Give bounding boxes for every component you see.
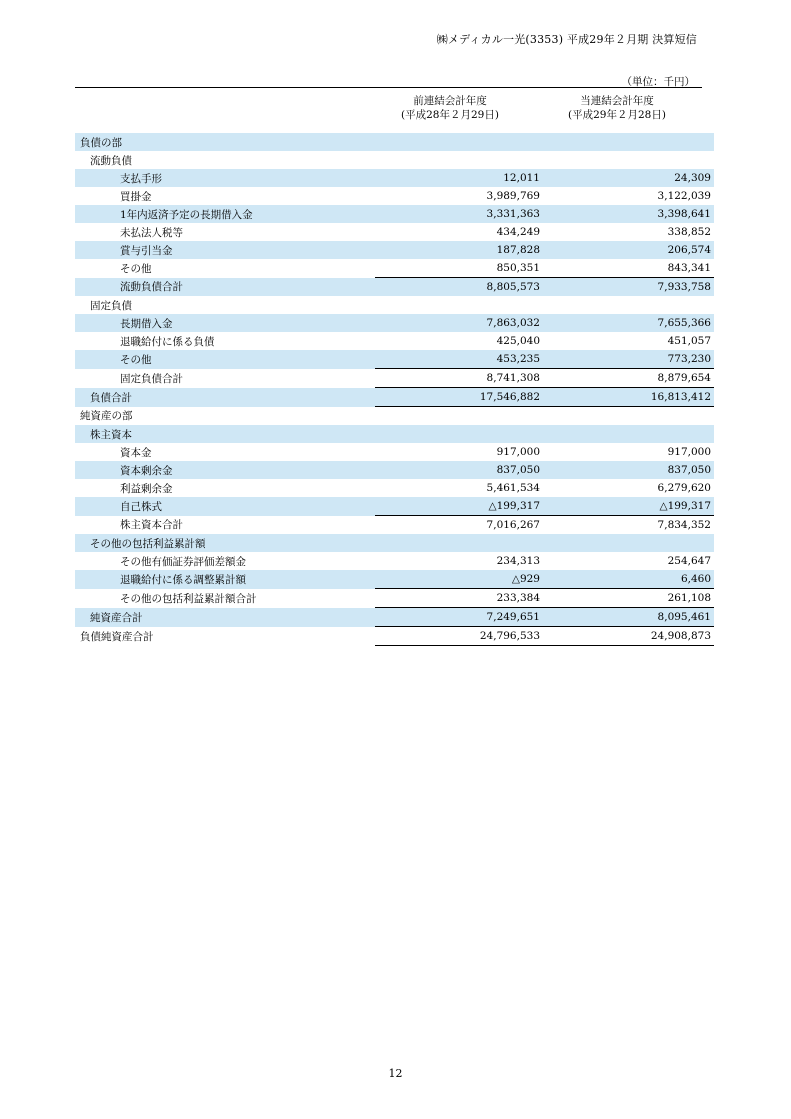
curr-value: 843,341 <box>667 262 711 274</box>
curr-value <box>544 425 714 443</box>
document-header: ㈱メディカル一光(3353) 平成29年２月期 決算短信 <box>436 33 697 46</box>
row-label: その他 <box>120 262 152 275</box>
prev-value: 17,546,882 <box>375 388 544 407</box>
table-row <box>75 479 714 497</box>
prev-value: 8,805,573 <box>375 278 544 297</box>
table-row <box>75 205 714 223</box>
row-label: 利益剰余金 <box>120 482 173 495</box>
curr-value: 254,647 <box>667 555 711 567</box>
curr-value <box>544 296 714 314</box>
prev-value <box>375 425 544 443</box>
table-row <box>75 425 714 443</box>
prev-value <box>375 133 544 151</box>
unit-label: （単位：千円） <box>621 76 695 88</box>
row-label: その他 <box>75 350 375 369</box>
row-label: その他の包括利益累計額 <box>75 534 375 552</box>
page-number: 12 <box>388 1067 403 1080</box>
prev-value: 7,863,032 <box>375 314 544 332</box>
prev-value: 24,796,533 <box>375 627 544 646</box>
curr-value <box>544 151 714 169</box>
row-label: 流動負債 <box>90 154 132 167</box>
curr-value: 773,230 <box>544 350 714 369</box>
row-label: 賞与引当金 <box>75 241 375 259</box>
curr-value: 16,813,412 <box>544 388 714 407</box>
table-row <box>75 278 714 297</box>
curr-value: 7,655,366 <box>544 314 714 332</box>
curr-value <box>544 407 714 426</box>
row-label: 純資産合計 <box>75 608 375 627</box>
curr-value: 6,279,620 <box>657 482 711 494</box>
table-row <box>75 259 714 278</box>
table-row <box>75 350 714 369</box>
row-label: 未払法人税等 <box>120 226 183 239</box>
row-label: 自己株式 <box>75 497 375 516</box>
column-header-curr-title: 当連結会計年度 <box>580 95 654 107</box>
table-row <box>75 443 714 461</box>
row-label: 長期借入金 <box>75 314 375 332</box>
table-row <box>75 241 714 259</box>
prev-value: 7,249,651 <box>375 608 544 627</box>
table-row <box>75 534 714 552</box>
curr-value: 24,309 <box>544 169 714 187</box>
prev-value <box>375 296 544 314</box>
curr-value: 338,852 <box>667 226 711 238</box>
table-row <box>75 332 714 350</box>
row-label: 資本剰余金 <box>75 461 375 479</box>
prev-value: 233,384 <box>375 589 544 608</box>
table-row <box>75 369 714 388</box>
table-row <box>75 388 714 407</box>
prev-value: 5,461,534 <box>486 482 540 494</box>
prev-value <box>375 407 544 426</box>
table-row <box>75 516 714 535</box>
table-row <box>75 608 714 627</box>
curr-value: 837,050 <box>544 461 714 479</box>
table-row <box>75 497 714 516</box>
column-header-curr <box>547 94 687 122</box>
curr-value: 3,398,641 <box>544 205 714 223</box>
curr-value: 24,908,873 <box>544 627 714 646</box>
row-label: 退職給付に係る調整累計額 <box>75 570 375 589</box>
prev-value: 917,000 <box>496 446 540 458</box>
column-header-prev-date: (平成28年２月29日) <box>401 109 499 121</box>
prev-value <box>375 151 544 169</box>
table-row <box>75 407 714 426</box>
table-row <box>75 151 714 169</box>
header-rule <box>75 87 702 88</box>
prev-value: 8,741,308 <box>375 369 544 388</box>
prev-value: 425,040 <box>496 335 540 347</box>
curr-value: 7,933,758 <box>544 278 714 297</box>
table-row <box>75 461 714 479</box>
row-label: 退職給付に係る負債 <box>120 335 215 348</box>
row-label: 固定負債合計 <box>120 372 183 385</box>
prev-value: 3,989,769 <box>486 190 540 202</box>
row-label: 支払手形 <box>75 169 375 187</box>
curr-value: 8,879,654 <box>544 369 714 388</box>
curr-value <box>544 133 714 151</box>
curr-value: 451,057 <box>667 335 711 347</box>
row-label: 負債の部 <box>75 133 375 151</box>
row-label: 1年内返済予定の長期借入金 <box>75 205 375 223</box>
table-row <box>75 169 714 187</box>
curr-value: 8,095,461 <box>544 608 714 627</box>
curr-value: 6,460 <box>544 570 714 589</box>
table-row <box>75 627 714 646</box>
row-label: その他有価証券評価差額金 <box>120 555 246 568</box>
prev-value: 453,235 <box>375 350 544 369</box>
table-row <box>75 187 714 205</box>
table-row <box>75 223 714 241</box>
prev-value: 837,050 <box>375 461 544 479</box>
prev-value <box>375 534 544 552</box>
row-label: 負債合計 <box>75 388 375 407</box>
balance-sheet-table <box>75 133 714 646</box>
table-row <box>75 296 714 314</box>
prev-value: 187,828 <box>375 241 544 259</box>
curr-value: 3,122,039 <box>657 190 711 202</box>
prev-value: 234,313 <box>496 555 540 567</box>
prev-value: 12,011 <box>375 169 544 187</box>
table-row <box>75 552 714 570</box>
curr-value <box>544 534 714 552</box>
column-header-prev <box>380 94 520 122</box>
column-header-curr-date: (平成29年２月28日) <box>568 109 666 121</box>
curr-value: 7,834,352 <box>544 516 714 535</box>
row-label: 株主資本 <box>75 425 375 443</box>
row-label: 株主資本合計 <box>120 519 183 532</box>
curr-value: 206,574 <box>544 241 714 259</box>
row-label: 資本金 <box>120 446 152 459</box>
row-label: 買掛金 <box>120 190 152 203</box>
curr-value: 261,108 <box>544 589 714 608</box>
prev-value: △929 <box>375 570 544 589</box>
table-row <box>75 589 714 608</box>
prev-value: 3,331,363 <box>375 205 544 223</box>
curr-value: 917,000 <box>667 446 711 458</box>
column-header-prev-title: 前連結会計年度 <box>413 95 487 107</box>
prev-value: 434,249 <box>496 226 540 238</box>
prev-value: △199,317 <box>375 497 544 516</box>
table-row <box>75 133 714 151</box>
row-label: 負債純資産合計 <box>80 630 154 643</box>
prev-value: 850,351 <box>496 262 540 274</box>
table-row <box>75 314 714 332</box>
prev-value: 7,016,267 <box>375 516 544 535</box>
row-label: 純資産の部 <box>80 410 133 423</box>
curr-value: △199,317 <box>544 497 714 516</box>
row-label: 固定負債 <box>90 299 132 312</box>
table-row <box>75 570 714 589</box>
row-label: 流動負債合計 <box>75 278 375 297</box>
row-label: その他の包括利益累計額合計 <box>120 592 257 605</box>
